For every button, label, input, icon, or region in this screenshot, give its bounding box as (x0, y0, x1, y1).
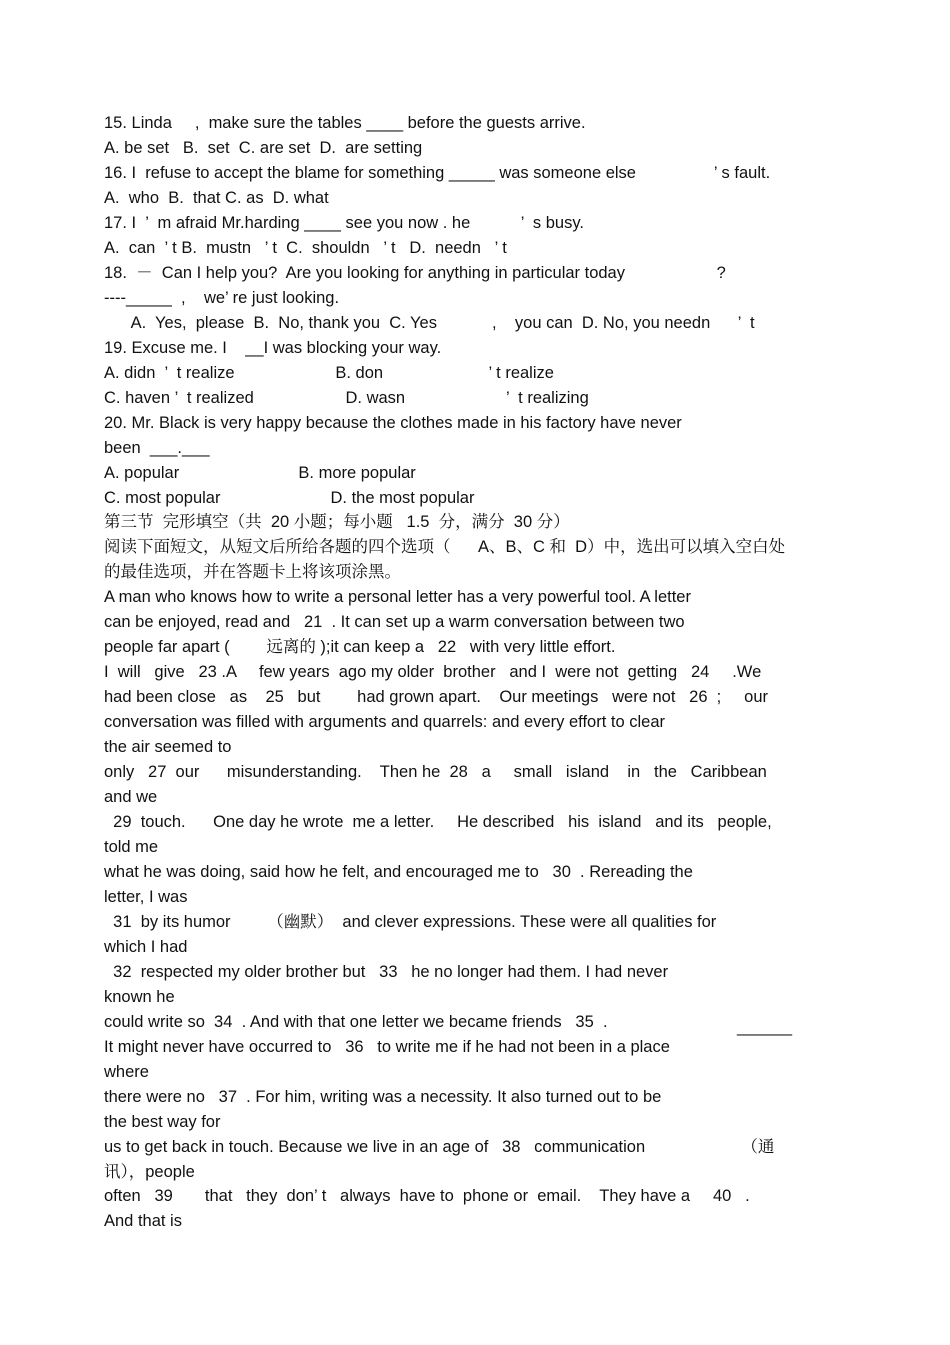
text-line: only 27 our misunderstanding. Then he 28 a small island in the Caribbean (104, 763, 767, 781)
text-line: 31 by its humor （幽默） and clever expressions. These were all qualities for (104, 913, 717, 931)
text-line: A. Yes, please B. No, thank you C. Yes , you can D. No, you needn ’ t (104, 314, 755, 332)
text-line: It might never have occurred to 36 to write me if he had not been in a place (104, 1038, 670, 1056)
text-line: A. popular B. more popular (104, 464, 416, 482)
text-line: people far apart ( 远离的 );it can keep a 22 with very little effort. (104, 638, 616, 656)
text-line: I will give 23 .A few years ago my older brother and I were not getting 24 .We (104, 663, 762, 681)
text-line: what he was doing, said how he felt, and encouraged me to 30 . Rereading the (104, 863, 693, 881)
text-line: been ___.___ (104, 439, 210, 457)
text-line: known he (104, 988, 175, 1006)
text-line: there were no 37 . For him, writing was a necessity. It also turned out to be (104, 1088, 662, 1106)
text-line: letter, I was (104, 888, 188, 906)
text-line: 阅读下面短文，从短文后所给各题的四个选项（ A、B、C 和 D）中，选出可以填入空白处 (104, 538, 786, 556)
text-line: can be enjoyed, read and 21 . It can set up a warm conversation between two (104, 613, 685, 631)
text-line: C. most popular D. the most popular (104, 489, 475, 507)
text-line: 32 respected my older brother but 33 he no longer had them. I had never (104, 963, 669, 981)
text-line: which I had (104, 938, 188, 956)
text-line: 第三节 完形填空（共 20 小题；每小题 1.5 分，满分 30 分） (104, 513, 570, 531)
text-line: could write so 34 . And with that one letter we became friends 35 . (104, 1013, 608, 1031)
text-line: conversation was filled with arguments and quarrels: and every effort to clear (104, 713, 665, 731)
text-line: 16. I refuse to accept the blame for something _____ was someone else ’ s fault. (104, 164, 771, 182)
text-line: often 39 that they don’ t always have to phone or email. They have a 40 . (104, 1187, 759, 1205)
text-line: A. can ’ t B. mustn ’ t C. shouldn ’ t D. needn ’ t (104, 239, 507, 257)
text-line: where (104, 1063, 149, 1081)
text-line: A. didn ’ t realize B. don ’ t realize (104, 364, 554, 382)
text-line: 15. Linda , make sure the tables ____ before the guests arrive. (104, 114, 586, 132)
text-line: 20. Mr. Black is very happy because the clothes made in his factory have never (104, 414, 682, 432)
text-line: 的最佳选项，并在答题卡上将该项涂黑。 (104, 563, 401, 581)
text-line: told me (104, 838, 159, 856)
text-line: us to get back in touch. Because we live in an age of 38 communication （通 (104, 1138, 775, 1156)
text-line: 18. － Can I help you? Are you looking for anything in particular today ? (104, 264, 726, 282)
text-line: had been close as 25 but had grown apart. Our meetings were not 26 ; our (104, 688, 769, 706)
text-line: A man who knows how to write a personal letter has a very powerful tool. A letter (104, 588, 691, 606)
text-line: 29 touch. One day he wrote me a letter. He described his island and its people, (104, 813, 772, 831)
text-line: and we (104, 788, 158, 806)
text-line: ----_____ , we’ re just looking. (104, 289, 340, 307)
text-line: 17. I ’ m afraid Mr.harding ____ see you now . he ’ s busy. (104, 214, 584, 232)
text-line: A. who B. that C. as D. what (104, 189, 329, 207)
answer-blank: ______ (737, 1018, 793, 1036)
text-line: C. haven ’ t realized D. wasn ’ t realizing (104, 389, 589, 407)
text-line: the air seemed to (104, 738, 232, 756)
text-line: A. be set B. set C. are set D. are setting (104, 139, 423, 157)
text-line: 19. Excuse me. I __I was blocking your way. (104, 339, 442, 357)
text-line: And that is (104, 1212, 182, 1230)
text-line: the best way for (104, 1113, 221, 1131)
text-line: 讯），people (104, 1163, 195, 1181)
